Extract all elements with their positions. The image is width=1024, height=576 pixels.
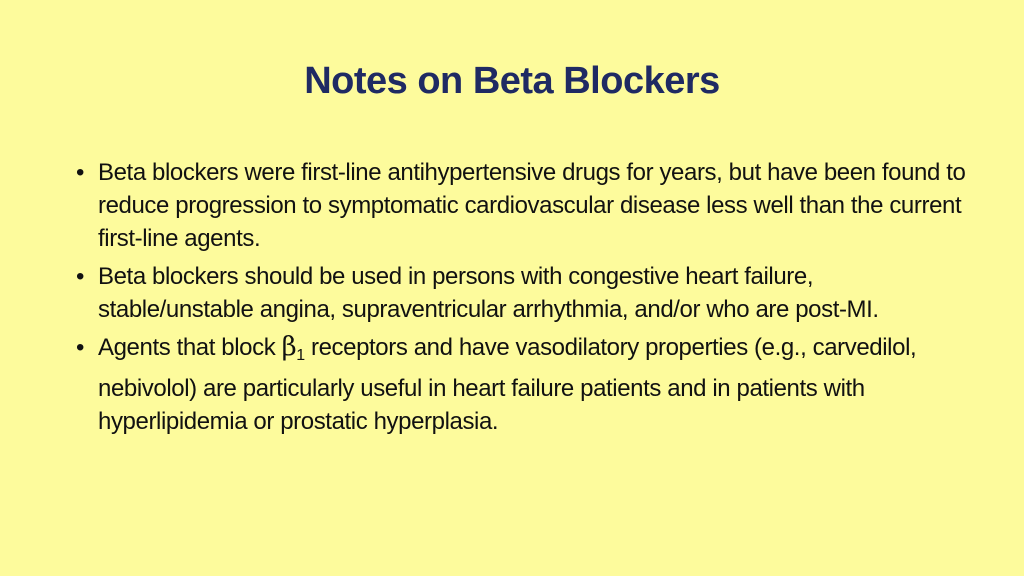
bullet-item: [72, 331, 972, 438]
bullet-marker-icon: •: [76, 159, 85, 186]
bullet-marker-icon: •: [76, 334, 85, 361]
bullet-marker-icon: •: [76, 263, 85, 290]
slide-title: Notes on Beta Blockers: [304, 60, 720, 102]
bullet-item: [72, 260, 972, 326]
bullet-item: [72, 156, 972, 255]
bullet-text: Beta blockers were first-line antihypertensive drugs for years, but have been found to reduce progression to symptomatic cardiovascular disease less well than the current first-line agents.: [98, 159, 966, 252]
bullet-text-before: Agents that block: [98, 334, 282, 361]
bullet-text-after: receptors and have vasodilatory properties (e.g., carvedilol, nebivolol) are particularly useful in heart failure patients and in patients with hyperlipidemia or prostatic hyperplasia.: [98, 334, 917, 435]
bullet-text: Beta blockers should be used in persons with congestive heart failure, stable/unstable angina, supraventricular arrhythmia, and/or who are post-MI.: [98, 263, 879, 323]
beta-subscript: 1: [296, 347, 305, 364]
bullet-list: [72, 156, 972, 443]
beta-symbol: β: [281, 332, 297, 362]
